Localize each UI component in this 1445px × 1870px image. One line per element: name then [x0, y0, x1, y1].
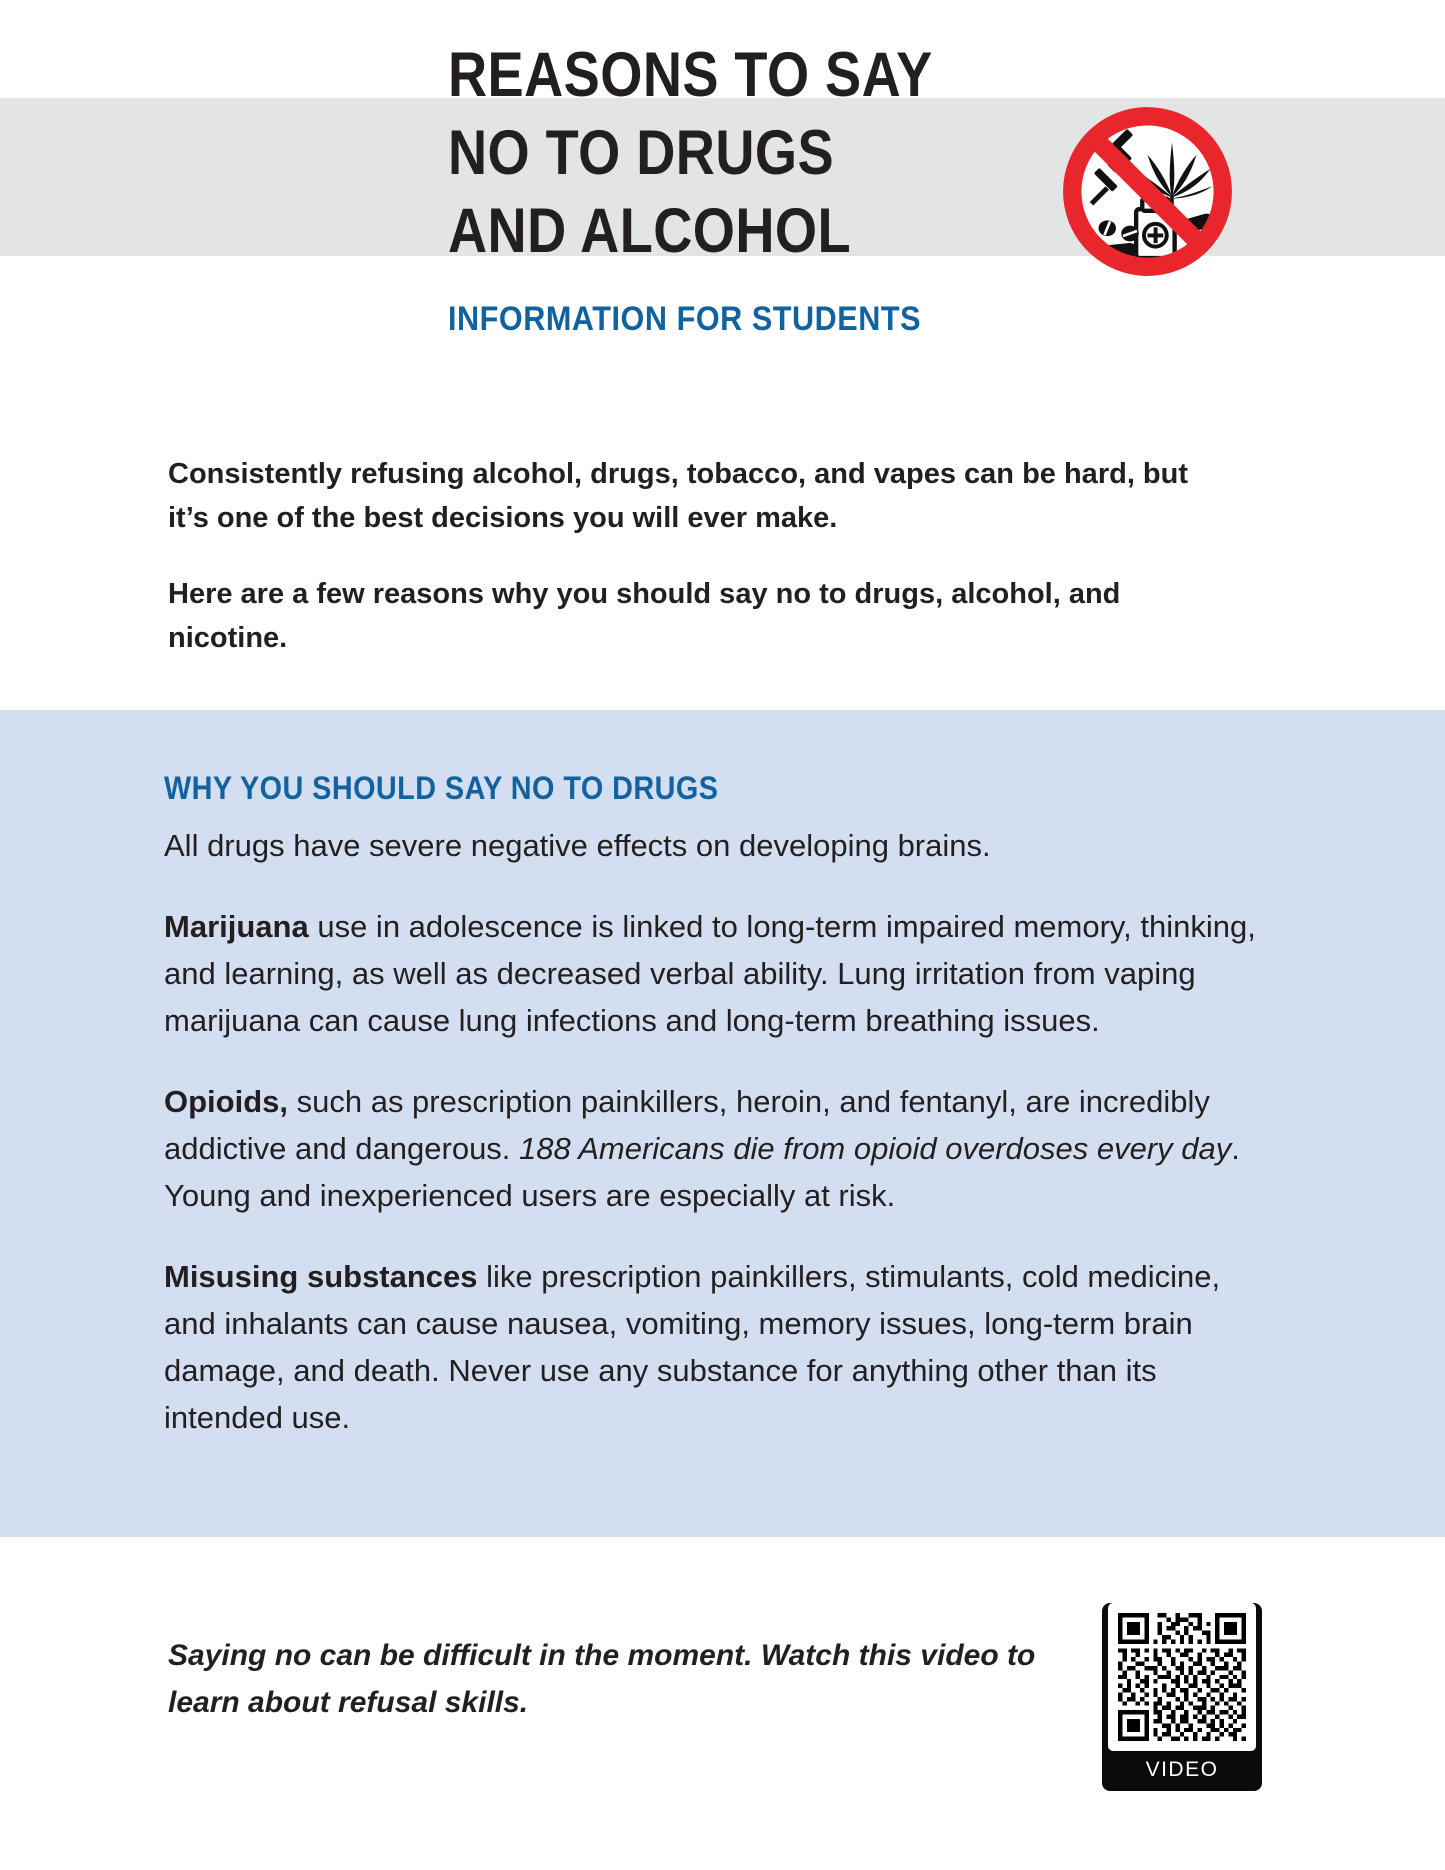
page-title [448, 36, 968, 270]
title-line-3: AND ALCOHOL [448, 196, 852, 266]
section-heading: WHY YOU SHOULD SAY NO TO DRUGS [164, 770, 719, 806]
video-qr-code[interactable] [1102, 1597, 1262, 1791]
paragraph-opioids-body-1: such as prescription painkillers, heroin, and fentanyl, are incredibly addictive and dangerous. [164, 1084, 1210, 1166]
why-say-no-section [164, 768, 1274, 1441]
paragraph-opioids-statistic: 188 Americans die from opioid overdoses every day [519, 1131, 1232, 1166]
intro-paragraph-2: Here are a few reasons why you should say no to drugs, alcohol, and nicotine. [168, 578, 1121, 654]
footer-note: Saying no can be difficult in the moment. Watch this video to learn about refusal skills. [168, 1639, 1036, 1719]
qr-code-icon[interactable] [1108, 1603, 1256, 1751]
header [0, 0, 1445, 300]
qr-label: VIDEO [1145, 1758, 1219, 1781]
section-lead-text: All drugs have severe negative effects on developing brains. [164, 828, 991, 863]
paragraph-opioids-lead: Opioids, [164, 1084, 288, 1119]
title-line-1: REASONS TO SAY [448, 40, 933, 110]
qr-frame[interactable] [1102, 1603, 1262, 1791]
paragraph-marijuana-lead: Marijuana [164, 909, 309, 944]
paragraph-misusing [164, 1253, 1269, 1441]
intro-paragraph-1: Consistently refusing alcohol, drugs, tobacco, and vapes can be hard, but it’s one of the best decisions you will ever make. [168, 458, 1189, 534]
paragraph-misusing-lead: Misusing substances [164, 1259, 478, 1294]
intro-block [168, 452, 1228, 660]
paragraph-marijuana-body: use in adolescence is linked to long-term impaired memory, thinking, and learning, as well as decreased verbal ability. Lung irritation from vaping marijuana can cause lung infections and long-term breathing issues. [164, 909, 1256, 1038]
subtitle: INFORMATION FOR STUDENTS [448, 300, 922, 338]
paragraph-misusing-body: like prescription painkillers, stimulants, cold medicine, and inhalants can cause nausea, vomiting, memory issues, long-term brain damage, and death. Never use any substance for anything other than its intended use. [164, 1259, 1221, 1435]
paragraph-opioids [164, 1078, 1269, 1219]
title-line-2: NO TO DRUGS [448, 118, 835, 188]
paragraph-opioids-body-2: . Young and inexperienced users are especially at risk. [164, 1131, 1240, 1213]
no-drugs-icon [1060, 104, 1235, 279]
paragraph-marijuana [164, 903, 1269, 1044]
